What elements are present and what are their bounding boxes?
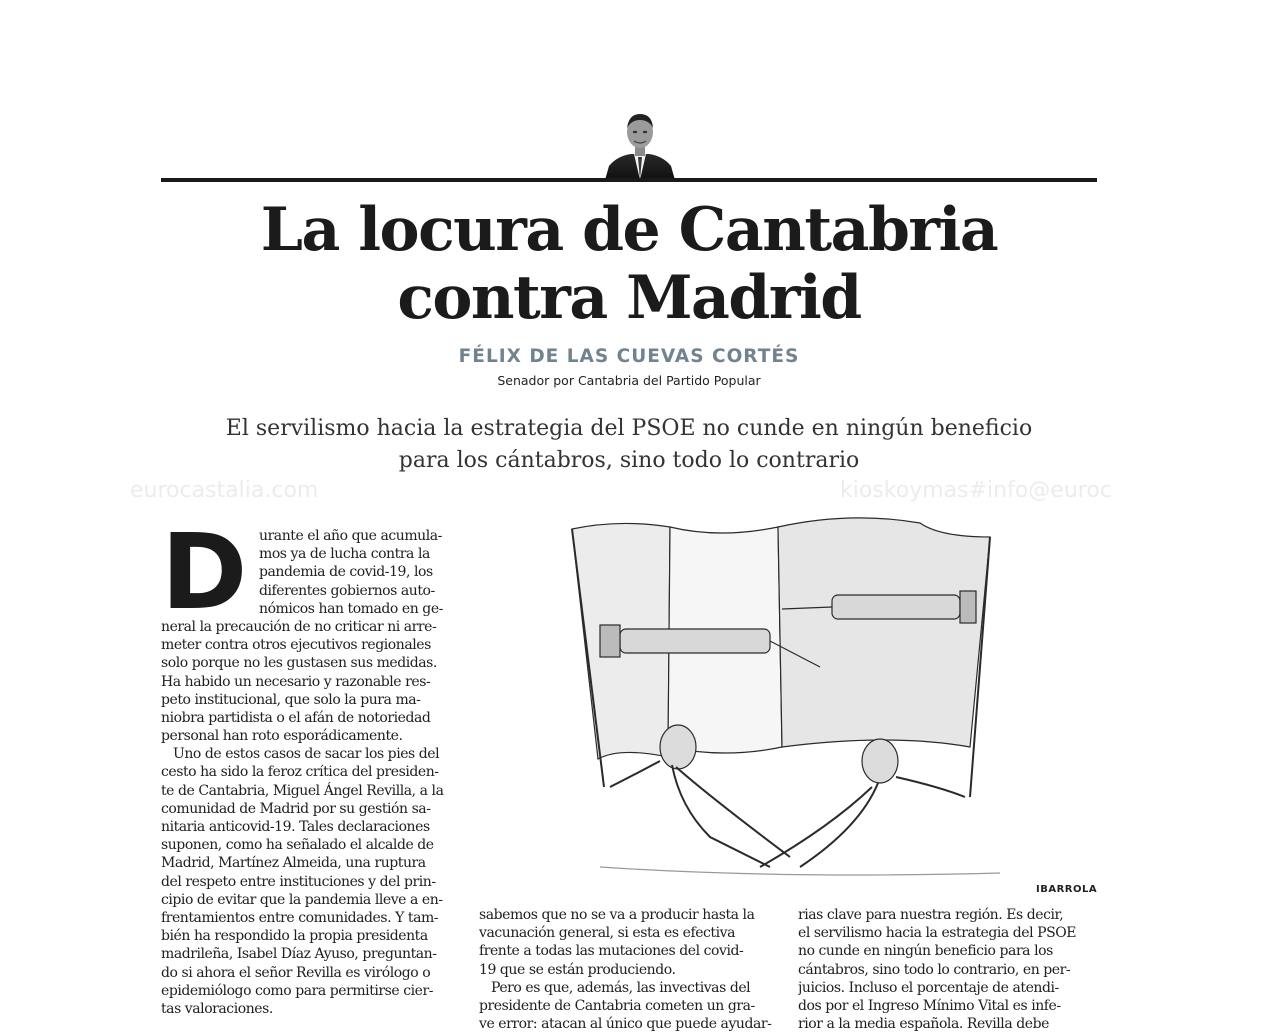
text-line: diferentes gobiernos auto-	[259, 582, 435, 599]
text-line: peto institucional, que solo la pura ma-	[161, 691, 421, 708]
author-name: FÉLIX DE LAS CUEVAS CORTÉS	[458, 346, 800, 367]
text-line: el servilismo hacia la estrategia del PSOE	[798, 925, 1077, 942]
figure-right	[760, 739, 965, 867]
text-line: suponen, como ha señalado el alcalde de	[161, 837, 434, 854]
illustration	[560, 497, 1000, 883]
text-line: ve error: atacan al único que puede ayudar-	[479, 1016, 772, 1033]
text-line: 19 que se están produciendo.	[479, 961, 676, 978]
text-line: epidemiólogo como para permitirse cier-	[161, 982, 434, 999]
illustration-credit: IBARROLA	[1036, 884, 1098, 895]
text-line: tas valoraciones.	[161, 1000, 273, 1017]
text-line: neral la precaución de no criticar ni arre-	[161, 618, 437, 635]
text-line: juicios. Incluso el porcentaje de atendi-	[798, 979, 1059, 996]
text-line: Uno de estos casos de sacar los pies del	[173, 746, 440, 763]
article-column-3	[798, 906, 1098, 1033]
headline	[161, 196, 1097, 332]
text-line: Madrid, Martínez Almeida, una ruptura	[161, 855, 426, 872]
subheadline	[161, 413, 1097, 477]
text-line: Ha habido un necesario y razonable res-	[161, 673, 431, 690]
text-line: madrileña, Isabel Díaz Ayuso, preguntan-	[161, 946, 437, 963]
top-rule	[161, 178, 1097, 182]
subheadline-line-1: El servilismo hacia la estrategia del PSOE no cunde en ningún beneficio	[225, 416, 1033, 441]
text-line: nómicos han tomado en ge-	[259, 600, 443, 617]
subheadline-line-2: para los cántabros, sino todo lo contrario	[398, 448, 860, 473]
text-line: rias clave para nuestra región. Es decir,	[798, 907, 1064, 923]
text-line: meter contra otros ejecutivos regionales	[161, 637, 431, 654]
text-line: te de Cantabria, Miguel Ángel Revilla, a la	[161, 782, 444, 799]
text-line: vacunación general, si esta es efectiva	[479, 925, 735, 942]
text-line: bién ha respondido la propia presidenta	[161, 928, 428, 945]
text-line: cipio de evitar que la pandemia lleve a en-	[161, 891, 443, 908]
author-role: Senador por Cantabria del Partido Popular	[497, 373, 761, 388]
text-line: rior a la media española. Revilla debe	[798, 1016, 1049, 1033]
text-line: frentamientos entre comunidades. Y tam-	[161, 909, 439, 926]
text-line: do si ahora el señor Revilla es virólogo o	[161, 964, 431, 981]
text-line: solo porque no les gustasen sus medidas.	[161, 655, 437, 672]
text-line: personal han roto esporádicamente.	[161, 728, 403, 745]
text-line: niobra partidista o el afán de notoriedad	[161, 709, 431, 726]
text-line: mos ya de lucha contra la	[259, 546, 430, 563]
text-line: comunidad de Madrid por su gestión sa-	[161, 800, 431, 817]
text-line: cesto ha sido la feroz crítica del presiden-	[161, 764, 439, 781]
text-line: frente a todas las mutaciones del covid-	[479, 943, 744, 960]
article-column-1	[161, 527, 461, 1018]
text-line: Pero es que, además, las invectivas del	[491, 979, 751, 996]
drop-cap: D	[161, 511, 248, 633]
author-photo	[603, 110, 677, 180]
watermark-right: kioskoymas#info@euroc	[840, 478, 1112, 503]
headline-line-1: La locura de Cantabria	[260, 195, 998, 265]
watermark-left: eurocastalia.com	[130, 478, 319, 503]
text-line: nitaria anticovid-19. Tales declaraciones	[161, 819, 430, 835]
text-line: cántabros, sino todo lo contrario, en per-	[798, 961, 1071, 978]
text-line: urante el año que acumula-	[259, 528, 442, 544]
text-line: presidente de Cantabria cometen un gra-	[479, 997, 755, 1014]
text-line: dos por el Ingreso Mínimo Vital es infe-	[798, 997, 1061, 1014]
text-line: sabemos que no se va a producir hasta la	[479, 907, 755, 923]
headline-line-2: contra Madrid	[397, 263, 861, 333]
text-line: pandemia de covid-19, los	[259, 564, 433, 581]
flag-panel-right	[778, 518, 990, 747]
text-line: del respeto entre instituciones y del prin-	[161, 873, 436, 890]
text-line: no cunde en ningún beneficio para los	[798, 943, 1053, 960]
article-column-2	[479, 906, 779, 1033]
